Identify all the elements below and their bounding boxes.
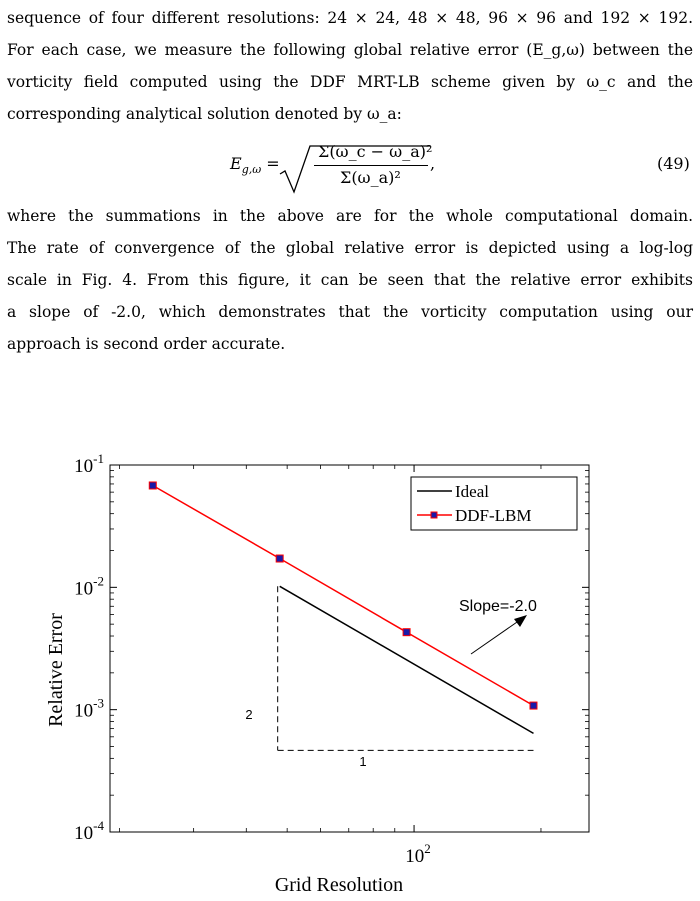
- equation-denominator: Σ(ω_a)²: [340, 168, 401, 187]
- equation-49: [0, 138, 700, 194]
- convergence-figure: [0, 450, 700, 901]
- equation-comma: ,: [430, 154, 436, 173]
- equation-numerator: Σ(ω_c − ω_a)²: [318, 142, 433, 161]
- x-tick-label: $10^2$: [405, 841, 431, 867]
- legend-ddf-label: DDF-LBM: [455, 506, 532, 525]
- y-tick-label: $10^{-4}$: [74, 818, 104, 844]
- legend-ddf-marker: [431, 512, 437, 518]
- data-point: [530, 702, 537, 709]
- text-line: sequence of four different resolutions: 24 × 24, 48 × 48, 96 × 96 and 192 × 192.: [7, 9, 693, 27]
- equation-number: (49): [657, 154, 690, 173]
- legend: [411, 477, 577, 530]
- text-line: For each case, we measure the following global relative error (E_g,ω) between the: [7, 41, 693, 59]
- text-line: a slope of -2.0, which demonstrates that the vorticity computation using our: [7, 303, 693, 321]
- fraction-bar: [314, 165, 428, 166]
- equation-lhs: $E_{g,\omega}$ =: [230, 154, 280, 177]
- y-tick-label: $10^{-3}$: [74, 695, 104, 722]
- text-line: scale in Fig. 4. From this figure, it can be seen that the relative error exhibits: [7, 271, 693, 289]
- y-tick-label: $10^{-1}$: [74, 451, 104, 477]
- paragraph-intro: [7, 2, 693, 130]
- slope-run-label: 1: [359, 754, 367, 769]
- y-axis-label: Relative Error: [45, 613, 67, 727]
- text-line: The rate of convergence of the global relative error is depicted using a log-log: [7, 239, 693, 257]
- text-line: corresponding analytical solution denoted by ω_a:: [7, 105, 402, 123]
- x-axis-label: Grid Resolution: [274, 874, 404, 896]
- data-point: [276, 555, 283, 562]
- data-point: [149, 482, 156, 489]
- legend-ideal-label: Ideal: [455, 482, 489, 501]
- data-point: [403, 629, 410, 636]
- axis-tick-labels: [74, 451, 431, 867]
- slope-arrow: [471, 615, 527, 654]
- paragraph-discussion: [7, 200, 693, 360]
- text-line: vorticity field computed using the DDF MRT-LB scheme given by ω_c and the: [7, 73, 693, 91]
- slope-annotation: Slope=-2.0: [459, 598, 537, 615]
- slope-rise-label: 2: [245, 707, 253, 722]
- text-line: approach is second order accurate.: [7, 335, 286, 353]
- y-tick-label: $10^{-2}$: [74, 573, 104, 600]
- text-line: where the summations in the above are for the whole computational domain.: [7, 207, 693, 225]
